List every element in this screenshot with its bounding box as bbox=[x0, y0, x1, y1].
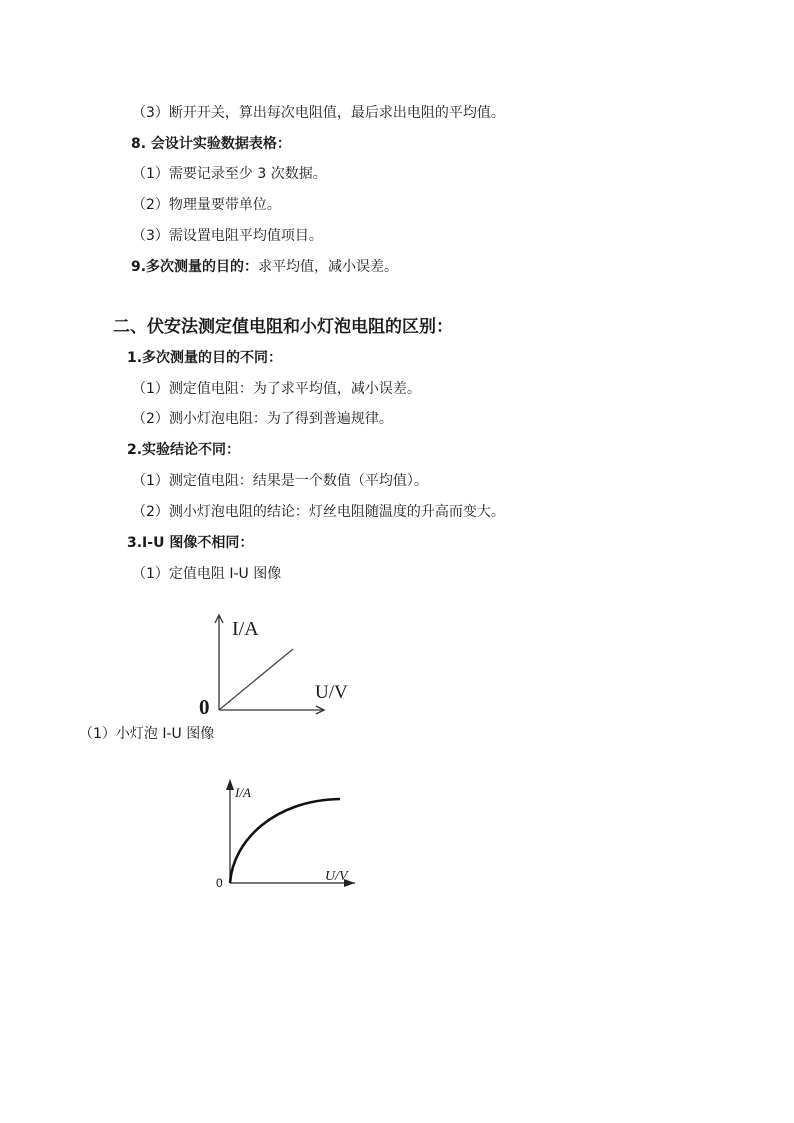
fixed-resistor-iu-graph bbox=[194, 606, 364, 726]
diff-3-heading: 3.I-U 图像不相同： bbox=[127, 535, 254, 551]
diff-3-sub-1: （1）定值电阻 I-U 图像 bbox=[132, 566, 282, 582]
item-8-sub-3: （3）需设置电阻平均值项目。 bbox=[132, 228, 323, 244]
fixed-resistor-line bbox=[219, 649, 293, 710]
item-8-sub-1: （1）需要记录至少 3 次数据。 bbox=[132, 166, 327, 182]
graph1-y-label: I/A bbox=[232, 618, 259, 640]
item-8-heading: 8. 会设计实验数据表格： bbox=[131, 136, 291, 152]
diff-2-sub-2: （2）测小灯泡电阻的结论：灯丝电阻随温度的升高而变大。 bbox=[132, 504, 505, 520]
diff-1-sub-2: （2）测小灯泡电阻：为了得到普遍规律。 bbox=[132, 411, 393, 427]
item-9 bbox=[131, 257, 398, 277]
section-2-heading: 二、伏安法测定值电阻和小灯泡电阻的区别： bbox=[113, 317, 453, 337]
item-9-text: 求平均值，减小误差。 bbox=[258, 259, 399, 275]
step-3-text: （3）断开开关，算出每次电阻值，最后求出电阻的平均值。 bbox=[132, 105, 505, 121]
bulb-curve bbox=[230, 799, 340, 883]
item-9-label: 9.多次测量的目的： bbox=[131, 259, 259, 275]
bulb-iu-graph bbox=[205, 770, 365, 890]
diff-1-sub-1: （1）测定值电阻：为了求平均值，减小误差。 bbox=[132, 381, 421, 397]
item-8-sub-2: （2）物理量要带单位。 bbox=[132, 197, 281, 213]
graph1-origin-label: 0 bbox=[199, 695, 210, 719]
diff-2-heading: 2.实验结论不同： bbox=[127, 442, 241, 458]
diff-1-heading: 1.多次测量的目的不同： bbox=[127, 350, 283, 366]
diff-2-sub-1: （1）测定值电阻：结果是一个数值（平均值）。 bbox=[132, 473, 428, 489]
bulb-graph-caption: （1）小灯泡 I-U 图像 bbox=[79, 726, 215, 742]
graph2-origin-label: 0 bbox=[216, 876, 223, 890]
graph2-y-label: I/A bbox=[235, 785, 251, 800]
graph1-x-label: U/V bbox=[315, 682, 348, 703]
graph2-x-label: U/V bbox=[325, 869, 348, 884]
